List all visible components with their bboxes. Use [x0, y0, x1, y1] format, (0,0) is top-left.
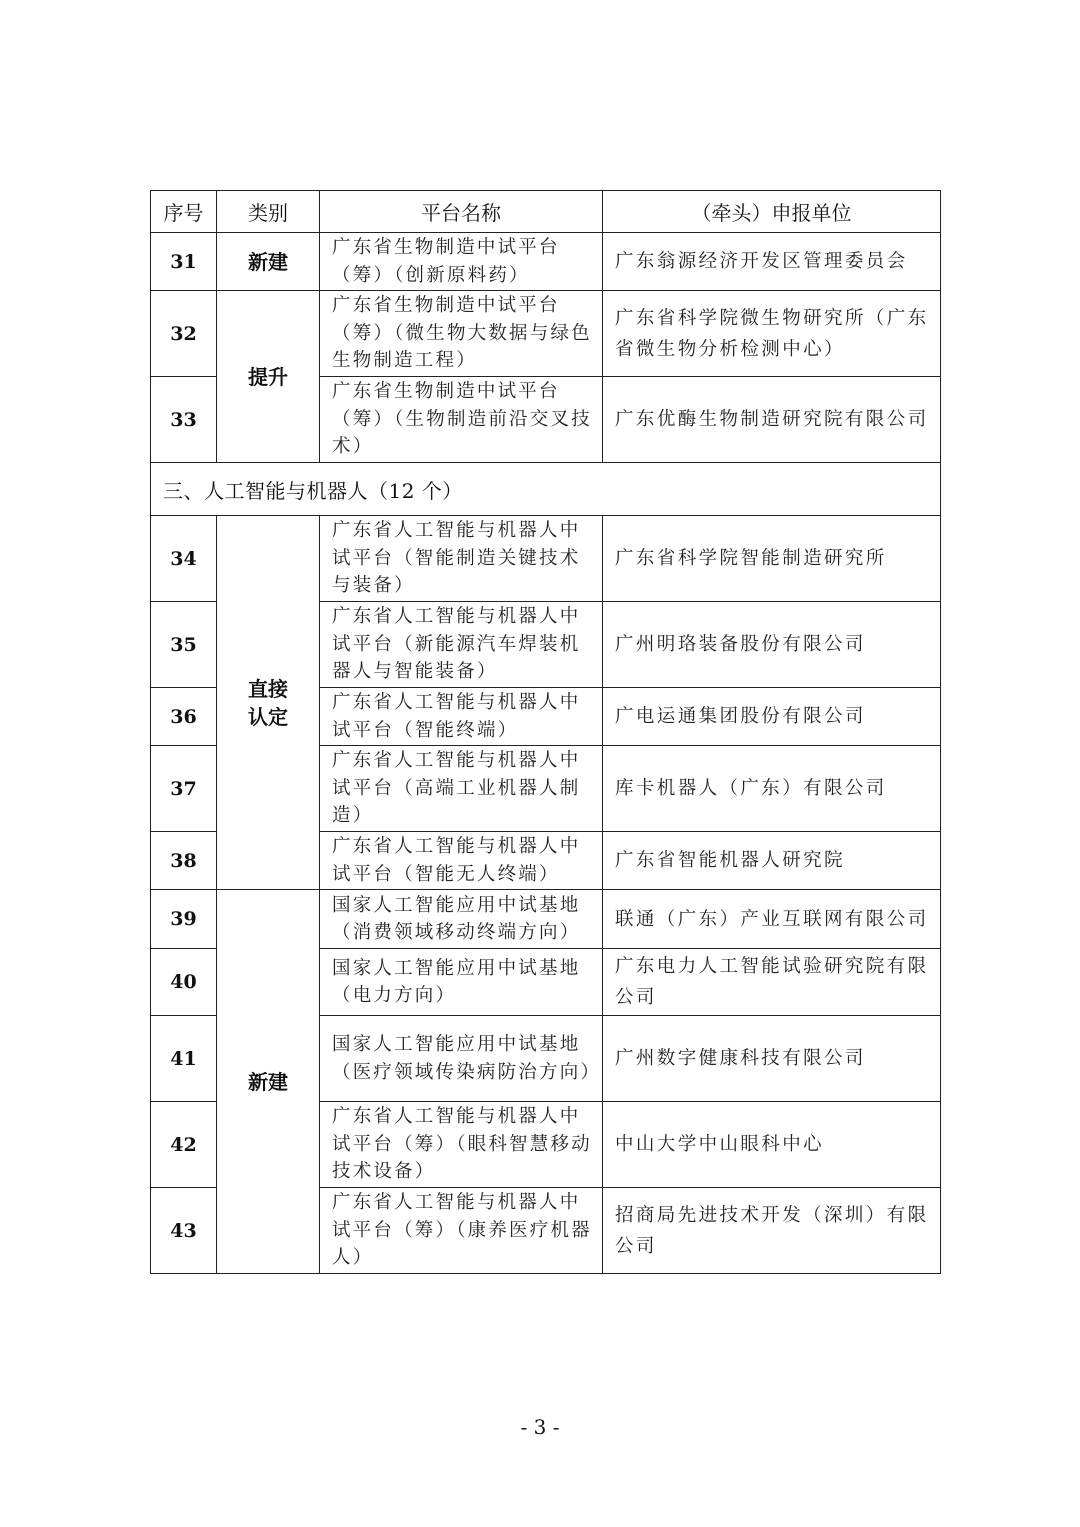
row-number: 33 — [151, 377, 217, 463]
header-no: 序号 — [151, 191, 217, 233]
applicant-unit: 中山大学中山眼科中心 — [603, 1102, 941, 1188]
row-number: 43 — [151, 1188, 217, 1274]
applicant-unit: 招商局先进技术开发（深圳）有限公司 — [603, 1188, 941, 1274]
platform-name: 国家人工智能应用中试基地（医疗领域传染病防治方向） — [320, 1016, 603, 1102]
row-number: 40 — [151, 949, 217, 1016]
platform-name: 广东省人工智能与机器人中试平台（筹）（康养医疗机器人） — [320, 1188, 603, 1274]
header-platform-name: 平台名称 — [320, 191, 603, 233]
table-row — [151, 890, 941, 949]
row-number: 34 — [151, 516, 217, 602]
row-number: 41 — [151, 1016, 217, 1102]
row-number: 31 — [151, 233, 217, 291]
applicant-unit: 联通（广东）产业互联网有限公司 — [603, 890, 941, 949]
section-title: 三、人工智能与机器人（12 个） — [151, 463, 941, 516]
applicant-unit: 广东优酶生物制造研究院有限公司 — [603, 377, 941, 463]
platform-name: 国家人工智能应用中试基地（电力方向） — [320, 949, 603, 1016]
platform-name: 广东省生物制造中试平台（筹）（微生物大数据与绿色生物制造工程） — [320, 291, 603, 377]
row-number: 32 — [151, 291, 217, 377]
platform-name: 广东省人工智能与机器人中试平台（筹）（眼科智慧移动技术设备） — [320, 1102, 603, 1188]
platform-name: 广东省人工智能与机器人中试平台（新能源汽车焊装机器人与智能装备） — [320, 602, 603, 688]
header-category: 类别 — [217, 191, 320, 233]
applicant-unit: 广州明珞装备股份有限公司 — [603, 602, 941, 688]
row-number: 37 — [151, 746, 217, 832]
table-header-row — [151, 191, 941, 233]
platform-name: 广东省人工智能与机器人中试平台（智能制造关键技术与装备） — [320, 516, 603, 602]
platform-name: 广东省人工智能与机器人中试平台（智能无人终端） — [320, 832, 603, 890]
row-number: 35 — [151, 602, 217, 688]
platform-name: 广东省人工智能与机器人中试平台（高端工业机器人制造） — [320, 746, 603, 832]
row-number: 42 — [151, 1102, 217, 1188]
applicant-unit: 广电运通集团股份有限公司 — [603, 688, 941, 746]
table-row — [151, 233, 941, 291]
table-row — [151, 291, 941, 377]
applicant-unit: 广东翁源经济开发区管理委员会 — [603, 233, 941, 291]
applicant-unit: 广州数字健康科技有限公司 — [603, 1016, 941, 1102]
platform-name: 广东省人工智能与机器人中试平台（智能终端） — [320, 688, 603, 746]
platform-name: 广东省生物制造中试平台（筹）（创新原料药） — [320, 233, 603, 291]
row-category: 新建 — [217, 890, 320, 1274]
applicant-unit: 广东电力人工智能试验研究院有限公司 — [603, 949, 941, 1016]
row-number: 39 — [151, 890, 217, 949]
applicant-unit: 广东省科学院智能制造研究所 — [603, 516, 941, 602]
header-applicant-unit: （牵头）申报单位 — [603, 191, 941, 233]
platform-name: 广东省生物制造中试平台（筹）（生物制造前沿交叉技术） — [320, 377, 603, 463]
applicant-unit: 广东省科学院微生物研究所（广东省微生物分析检测中心） — [603, 291, 941, 377]
platform-table — [150, 190, 941, 1274]
applicant-unit: 库卡机器人（广东）有限公司 — [603, 746, 941, 832]
applicant-unit: 广东省智能机器人研究院 — [603, 832, 941, 890]
row-category: 直接认定 — [217, 516, 320, 890]
row-category: 新建 — [217, 233, 320, 291]
row-number: 36 — [151, 688, 217, 746]
page-number: - 3 - — [520, 1415, 560, 1439]
platform-name: 国家人工智能应用中试基地（消费领域移动终端方向） — [320, 890, 603, 949]
row-category: 提升 — [217, 291, 320, 463]
table-row — [151, 516, 941, 602]
row-number: 38 — [151, 832, 217, 890]
section-row — [151, 463, 941, 516]
